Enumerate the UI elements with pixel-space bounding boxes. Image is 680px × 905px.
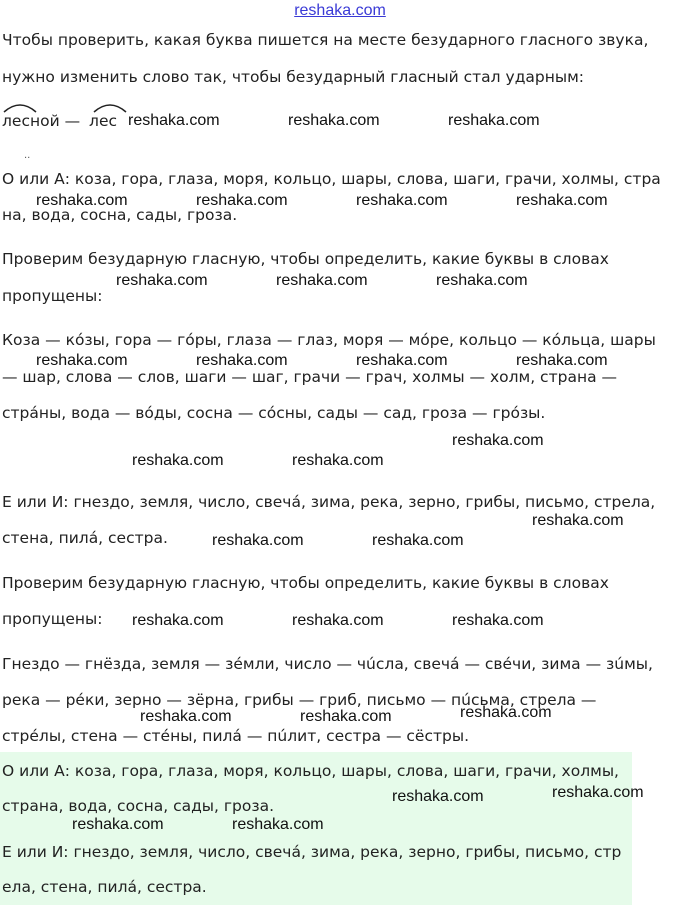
watermark: reshaka.com [356, 192, 448, 209]
watermark: reshaka.com [72, 816, 164, 833]
intro-line-2: нужно изменить слово так, чтобы безударный гласный стал ударным: [2, 68, 585, 86]
ao-line-2: на, вода, сосна, сады, гроза. [2, 206, 238, 224]
example-words [2, 112, 117, 130]
watermark: reshaka.com [36, 192, 128, 209]
watermark: reshaka.com [132, 452, 224, 469]
ei-checks-line-3: стрéлы, стена — стéны, пилá — пúлит, сестра — сёстры. [2, 727, 470, 745]
ei-checks-line-1: Гнездо — гнёзда, земля — зéмли, число — чúсла, свечá — свéчи, зима — зúмы, [2, 655, 653, 673]
root-arc-icon [92, 100, 128, 114]
answer-ao-line-1: О или А: коза, гора, глаза, моря, кольцо, шары, слова, шаги, грачи, холмы, [2, 762, 619, 780]
watermark: reshaka.com [128, 112, 220, 129]
ei-line-2: стена, пилá, сестра. [2, 529, 168, 547]
watermark: reshaka.com [436, 272, 528, 289]
watermark: reshaka.com [452, 432, 544, 449]
watermark: reshaka.com [212, 532, 304, 549]
watermark: reshaka.com [356, 352, 448, 369]
site-link[interactable]: reshaka.com [294, 2, 386, 19]
ao-checks-line-2: — шар, слова — слов, шаги — шаг, грачи — грач, холмы — холм, страна — [2, 368, 617, 386]
watermark: reshaka.com [116, 272, 208, 289]
check2-line-2: пропущены: [2, 610, 103, 628]
dots-mark: .. [24, 150, 31, 161]
example-root-2: лес [89, 112, 117, 130]
watermark: reshaka.com [140, 708, 232, 725]
watermark: reshaka.com [448, 112, 540, 129]
ao-line-1: О или А: коза, гора, глаза, моря, кольцо, шары, слова, шаги, грачи, холмы, стра [2, 170, 661, 188]
answer-ei-line-2: ела, стена, пилá, сестра. [2, 878, 207, 896]
watermark: reshaka.com [36, 352, 128, 369]
intro-line-1: Чтобы проверить, какая буква пишется на месте безударного гласного звука, [2, 31, 649, 49]
watermark: reshaka.com [516, 352, 608, 369]
answer-ei-line-1: Е или И: гнездо, земля, число, свечá, зима, река, зерно, грибы, письмо, стр [2, 843, 622, 861]
watermark: reshaka.com [372, 532, 464, 549]
example-root-1: лес [2, 112, 30, 130]
watermark: reshaka.com [392, 788, 484, 805]
example-ending-1: ной — [29, 112, 81, 130]
watermark: reshaka.com [196, 352, 288, 369]
check1-line-1: Проверим безударную гласную, чтобы определить, какие буквы в словах [2, 250, 609, 268]
watermark: reshaka.com [532, 512, 624, 529]
ao-checks-line-1: Коза — кóзы, гора — гóры, глаза — глаз, моря — мóре, кольцо — кóльца, шары [2, 331, 656, 349]
ei-line-1: Е или И: гнездо, земля, число, свечá, зима, река, зерно, грибы, письмо, стрела, [2, 493, 656, 511]
watermark: reshaka.com [552, 784, 644, 801]
watermark: reshaka.com [452, 612, 544, 629]
answer-ao-line-2: страна, вода, сосна, сады, гроза. [2, 797, 275, 815]
ei-checks-line-2: река — рéки, зерно — зёрна, грибы — гриб, письмо — пúсьма, стрела — [2, 691, 597, 709]
watermark: reshaka.com [132, 612, 224, 629]
watermark: reshaka.com [292, 612, 384, 629]
watermark: reshaka.com [288, 112, 380, 129]
ao-checks-line-3: стрáны, вода — вóды, сосна — сóсны, сады — сад, гроза — грóзы. [2, 404, 546, 422]
check2-line-1: Проверим безударную гласную, чтобы определить, какие буквы в словах [2, 574, 609, 592]
watermark: reshaka.com [292, 452, 384, 469]
watermark: reshaka.com [460, 704, 552, 721]
watermark: reshaka.com [196, 192, 288, 209]
check1-line-2: пропущены: [2, 287, 103, 305]
watermark: reshaka.com [232, 816, 324, 833]
watermark: reshaka.com [516, 192, 608, 209]
root-arc-icon [2, 100, 38, 114]
watermark: reshaka.com [300, 708, 392, 725]
watermark: reshaka.com [276, 272, 368, 289]
